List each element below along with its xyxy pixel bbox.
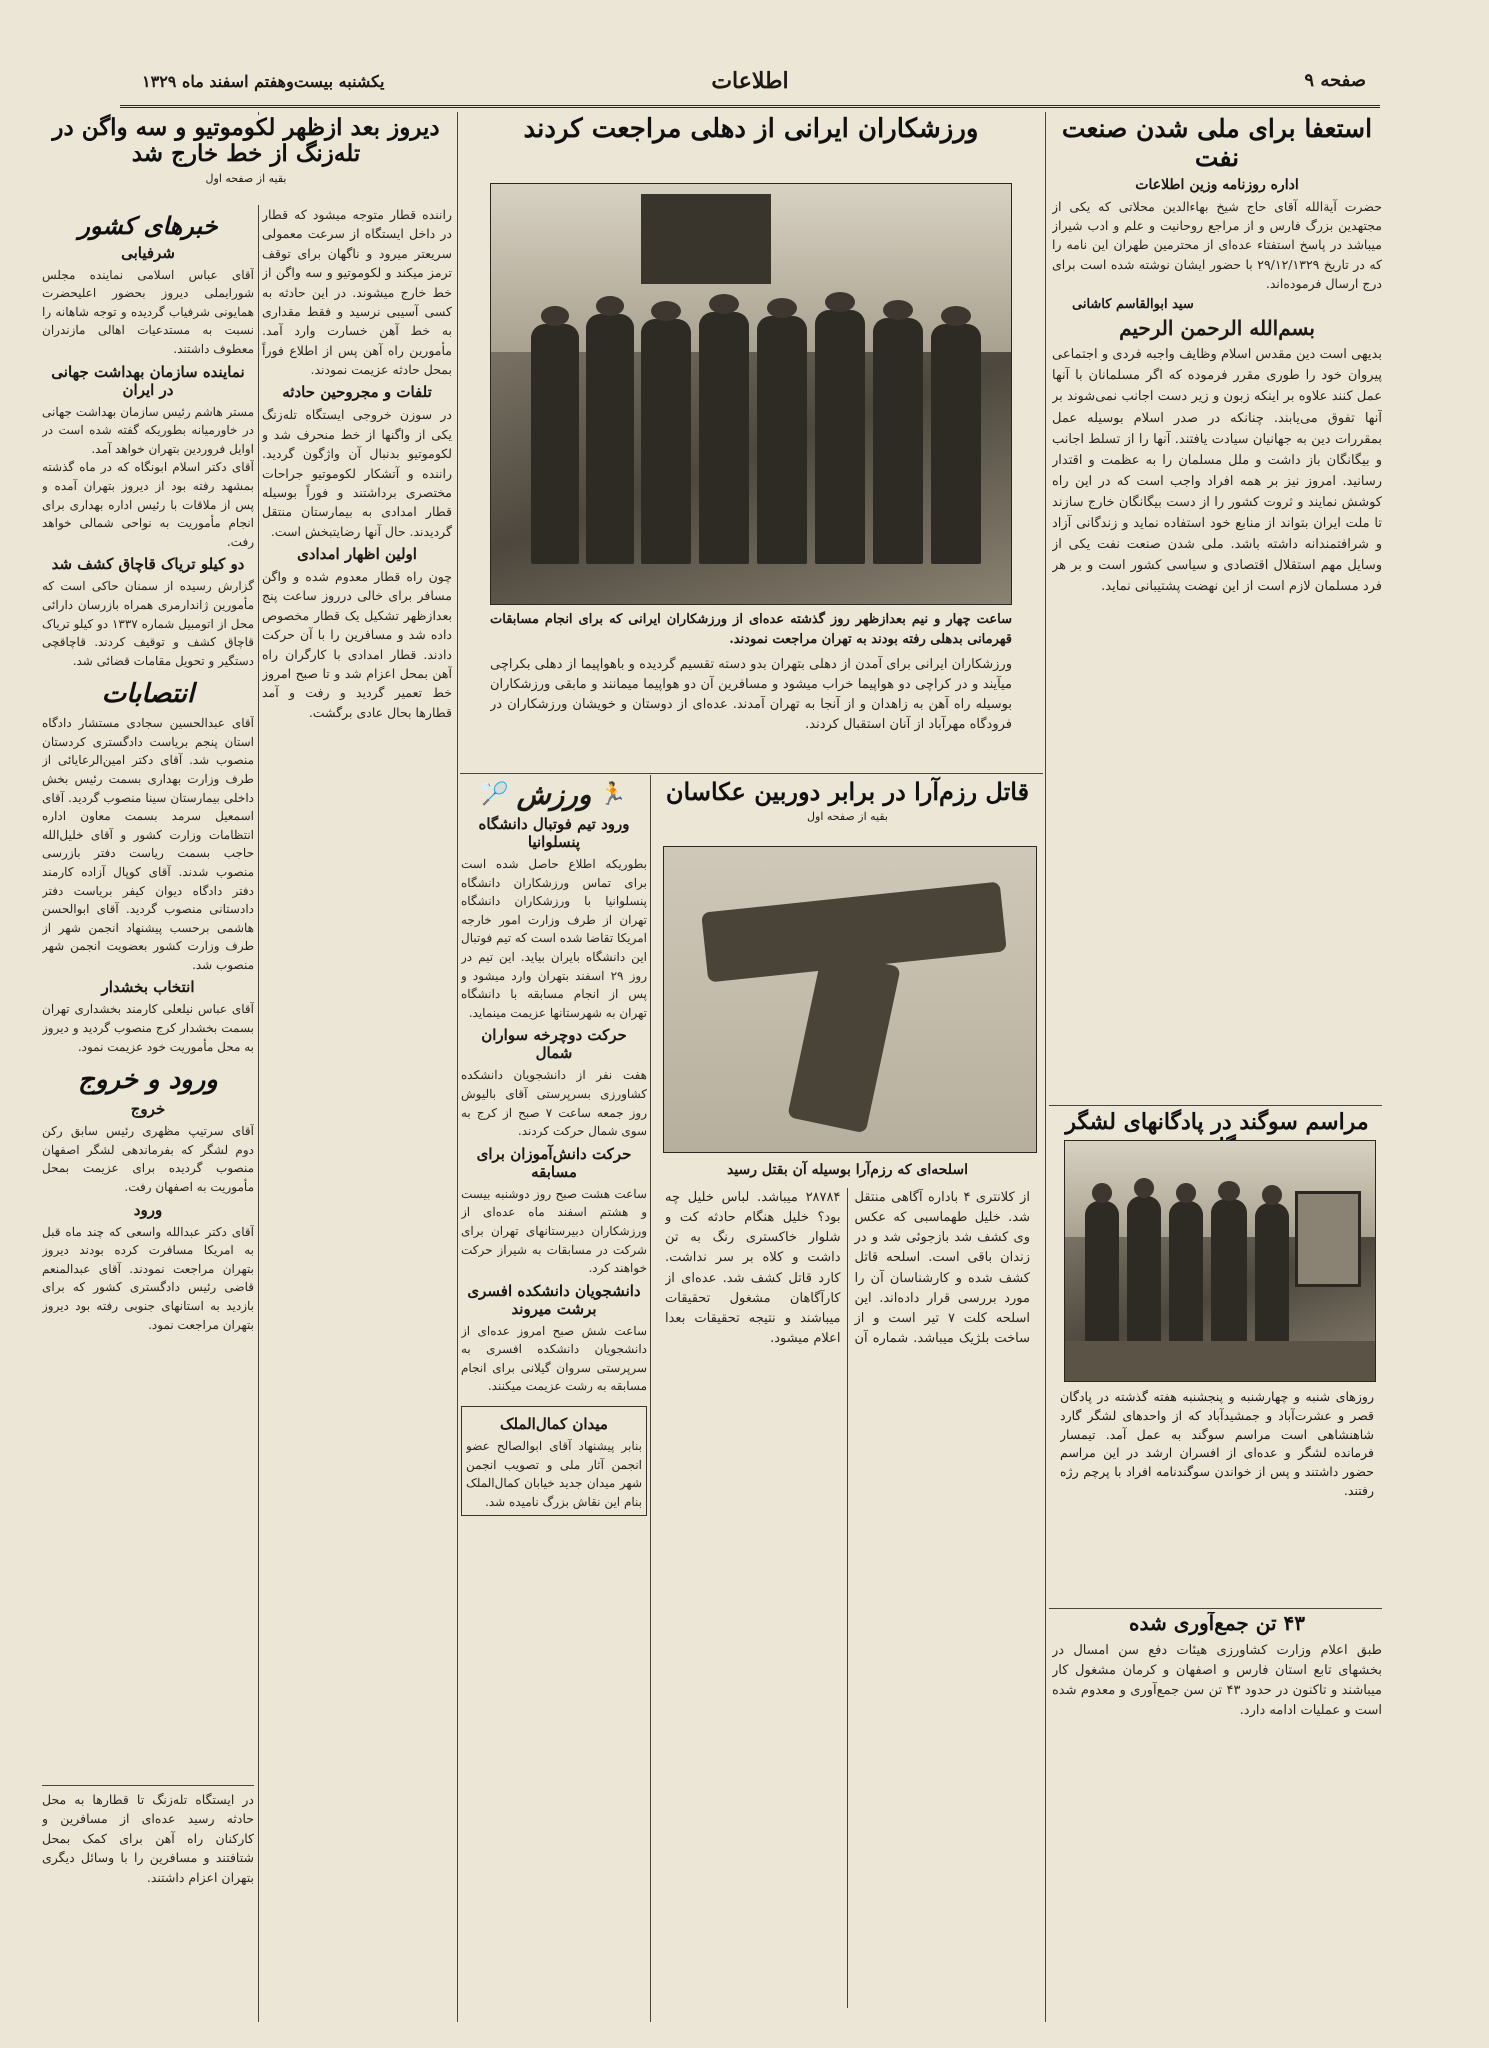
column-divider — [457, 112, 458, 2022]
article-athletes-return — [462, 115, 1040, 775]
article-body: بدیهی است دین مقدس اسلام وظایف واجبه فردی و اجتماعی پیروان خود را طوری مقرر فرموده که اگر مسلمانان با آنها عمل کنند علاوه بر اینکه زبون و زیر دست اجانب نمی‌شوند بر آنها تفوق می‌یابند. چنانکه در صدر اسلام بوسیله عمل بمقررات دین به جهانیان سیادت یافتند. آنها را از تسلط اجانب و بیگانگان باز داشت و ملل مسلمان را به عظمت و اقتدار رسانید. امروز نیز بر همه افراد واجب است که در این راه کوشش نمایند و ثروت کشور را از دست بیگانگان خارج سازند تا ملت ایران بتواند از منابع خود استفاده نماید و زندگانی آزاد و شرافتمندانه داشته باشد. ملی شدن صنعت نفت یکی از وسایل مهم استقلال اقتصادی و سیاسی کشور است و بر هر فرد مسلمان لازم است از این نهضت پشتیبانی نماید. — [1052, 347, 1382, 594]
article-headline: ورزشکاران ایرانی از دهلی مراجعت کردند — [523, 114, 979, 144]
article-intro: حضرت آیة‌الله آقای حاج شیخ بهاءالدین محلاتی که یکی از مجتهدین بزرگ فارس و از مراجع روحانیت و علم و ادب شیراز میباشد در پاسخ استفتاء عده‌ای از محترمین طهران این نامه را که در تاریخ ۲۹/۱۲/۱۳۲۹ با حضور ایشان نوشته شده است برای درج ارسال فرموده‌اند. — [1052, 198, 1382, 291]
paper-name: اطلاعات — [711, 68, 789, 94]
domestic-news — [42, 212, 254, 1782]
article-razmara-assassin — [655, 778, 1040, 2018]
racket-icon: 🏸 — [481, 782, 509, 807]
news-body: آقای عباس اسلامی نماینده مجلس شورایملی دیروز بحضور اعلیحضرت همایونی شرفیاب گردیده و توجه شاهانه را نسبت به مستدعیات اهالی مازندران معطوف داشتند. — [42, 267, 254, 356]
article-body: چون راه قطار معدوم شده و واگن مسافر برای خالی درروز ساعت پنج بعدازظهر تشکیل یک قطار مخصوص داده شد و مسافرین را با آن حرکت دادند. قطار امدادی با کارگران راه آهن بمحل اعزام شد و تا صبح امروز خط تعمیر گردید و رفت و آمد قطارها بحال عادی برگشت. — [262, 569, 452, 720]
athletes-photo — [490, 183, 1012, 605]
article-headline: دیروز بعد ازظهر لکوموتیو و سه واگن در تله‌زنگ از خط خارج شد — [52, 114, 440, 168]
sports-body: ساعت شش صبح امروز عده‌ای از دانشجویان دانشکده افسری به سرپرستی سروان گیلانی برای انجام مسابقه به رشت عزیمت میکنند. — [461, 1323, 647, 1394]
article-guard-oath — [1052, 1110, 1382, 1610]
masthead — [120, 64, 1380, 108]
bismillah: بسم‌الله الرحمن الرحیم — [1119, 316, 1315, 341]
guard-ceremony-photo — [1064, 1140, 1376, 1382]
pistol-photo — [663, 846, 1037, 1153]
article-subhead: تلفات و مجروحین حادثه — [282, 383, 432, 402]
section-title: خبرهای کشور — [78, 212, 218, 240]
article-body: در سوزن خروجی ایستگاه تله‌زنگ یکی از واگنها از خط منحرف شد و لکوموتیو بدنبال آن واژگون گردید. راننده و آتشکار لکوموتیو جراحات مختصری برداشتند و فوراً بوسیله قطار امدادی به بیمارستان منتقل گردیدند. حال آنها رضایتبخش است. — [262, 407, 452, 539]
news-body: گزارش رسیده از سمنان حاکی است که مأمورین ژاندارمری همراه بازرسان دارائی محل از اتومبیل شماره ۱۳۳۷ دو کیلو تریاک قاچاق کشف و توقیف کردند. قاچاقچی دستگیر و تحویل مقامات قضائی شد. — [42, 579, 254, 668]
photo-caption: روزهای شنبه و چهارشنبه و پنجشنبه هفته گذشته در پادگان قصر و عشرت‌آباد و جمشیدآباد که از واحدهای لشگر گارد شاهنشاهی است مراسم سوگند به عمل آمد. تیمسار فرمانده لشگر و عده‌ای از افسران ارشد در این مراسم حضور داشتند و پس از خواندن سوگندنامه افراد با پرچم رژه رفتند. — [1060, 1389, 1374, 1498]
article-headline: قاتل رزم‌آرا در برابر دوربین عکاسان — [665, 777, 1030, 806]
photo-caption: اسلحه‌ای که رزم‌آرا بوسیله آن بقتل رسید — [726, 1162, 969, 1178]
page-number: صفحه ۹ — [1304, 70, 1366, 91]
news-subhead: خروج — [130, 1100, 166, 1119]
sports-headline: دانشجویان دانشکده افسری برشت میروند — [467, 1281, 641, 1318]
sports-body: بطوریکه اطلاع حاصل شده است برای تماس ورزشکاران دانشگاه پنسلوانیا با ورزشکاران دانشگاه تهران از طرف وزارت امور خارجه امریکا تقاضا شده است که تیم فوتبال این دانشگاه بایران بیاید. این تیم در روز ۲۹ اسفند بتهران وارد میشود و پس از انجام مسابقه با دانشگاه تهران به شهرستانها عزیمت مینماید. — [461, 857, 647, 1020]
divider — [1049, 1608, 1382, 1609]
park-body: بنابر پیشنهاد آقای ابوالصالح عضو انجمن آثار ملی و تصویب انجمن شهر میدان جدید خیابان کمال‌الملک بنام این نقاش بزرگ نامیده شد. — [466, 1439, 642, 1509]
article-headline: استعفا برای ملی شدن صنعت نفت — [1061, 115, 1373, 172]
news-subhead: انتخاب بخشدار — [101, 978, 195, 997]
news-body: آقای عباس نیلعلی کارمند بخشداری تهران بسمت بخشدار کرج منصوب گردید و دیروز به محل مأموریت خود عزیمت نمود. — [42, 1002, 254, 1054]
sports-body: ساعت هشت صبح روز دوشنبه بیست و هشتم اسفند ماه عده‌ای از ورزشکاران دبیرستانهای تهران برای شرکت در مسابقات به شیراز حرکت خواهند کرد. — [461, 1186, 647, 1276]
divider — [1049, 1105, 1382, 1106]
sports-headline: حرکت دانش‌آموزان برای مسابقه — [476, 1144, 632, 1181]
sports-header — [461, 778, 647, 811]
sports-section — [461, 778, 647, 2018]
news-body: آقای دکتر عبدالله واسعی که چند ماه قبل به امریکا مسافرت کرده بودند دیروز بتهران مراجعت نمودند. آقای عبدالمنعم قاضی رئیس دادگستری کشور که برای بازدید به استانهای جنوبی رفته بود دیروز بتهران مراجعت نمود. — [42, 1224, 254, 1332]
news-subhead: دو کیلو تریاک قاچاق کشف شد — [51, 555, 245, 574]
news-subhead: ورود — [133, 1200, 163, 1219]
photo-caption: ساعت چهار و نیم بعدازظهر روز گذشته عده‌ای از ورزشکاران ایرانی که برای انجام مسابقات قهرمانی بدهلی رفته بودند به تهران مراجعت نمودند. — [490, 612, 1012, 647]
train-continued — [42, 1790, 254, 2015]
park-headline: میدان کمال‌الملک — [500, 1415, 608, 1434]
divider — [460, 773, 1043, 774]
article-headline: مراسم سوگند در پادگانهای لشگر — [1065, 1109, 1369, 1135]
sports-headline: حرکت دوچرخه سواران شمال — [481, 1026, 627, 1063]
article-headline: ۴۳ تن جمع‌آوری شده — [1129, 1612, 1305, 1635]
train-headline-block — [40, 115, 452, 205]
section-title: ورود و خروج — [78, 1065, 218, 1096]
runner-icon: 🏃 — [599, 782, 627, 807]
section-title: انتصابات — [101, 679, 195, 710]
article-body: از کلانتری ۴ باداره آگاهی منتقل شد. خلیل طهماسبی که عکس وی کشف شد بازجوئی شد و در زندان باقی است. اسلحه قاتل کشف شده و کارشناسان آن را مورد بررسی قرار داده‌اند. این اسلحه کلت ۷ تیر است و از ساخت بلژیک میباشد. شماره آن ۲۸۷۸۴ میباشد. لباس خلیل چه بود؟ خلیل هنگام حادثه کت و شلوار خاکستری رنگ به تن داشت و کلاه بر سر نداشت. کارد قاتل کشف شد. عده‌ای از کارآگاهان مشغول تحقیقات میباشند و نتیجه تحقیقات بعدا اعلام میشود. — [665, 1190, 1030, 1346]
news-subhead: نماینده سازمان بهداشت جهانی در ایران — [51, 362, 245, 399]
article-body: راننده قطار متوجه میشود که قطار در داخل ایستگاه از سرعت معمولی سریعتر میرود و ناگهان برای توقف ترمز میکند و لکوموتیو و سه واگن از خط خارج میشوند. در این حادثه به کسی آسیبی نرسید و فقط مقداری به خط آهن خسارت وارد آمد. مأمورین راه آهن پس از اطلاع فوراً بمحل حادثه عزیمت نمودند. — [262, 207, 452, 377]
sports-headline: ورود تیم فوتبال دانشگاه پنسلوانیا — [478, 815, 630, 851]
sports-body: هفت نفر از دانشجویان دانشکده کشاورزی بسرپرستی آقای بالیوش روز جمعه ساعت ۷ صبح از کرج به سوی شمال حرکت کردند. — [461, 1068, 647, 1139]
news-body: مستر هاشم رئیس سازمان بهداشت جهانی در خاورمیانه بطوریکه گفته شده است در اوایل فروردین بتهران خواهد آمد. — [42, 404, 254, 456]
article-subhead: اداره روزنامه وزین اطلاعات — [1135, 176, 1299, 193]
article-train-derail — [262, 115, 452, 2015]
news-body: در ایستگاه تله‌زنگ تا قطارها به محل حادثه رسید عده‌ای از مسافرین و کارکنان راه آهن برای کمک بمحل شتافتند و مسافرین را با وسائل دیگری بتهران اعزام داشتند. — [42, 1792, 254, 1885]
column-divider — [650, 775, 651, 2022]
news-body: آقای عبدالحسین سجادی مستشار دادگاه استان پنجم بریاست دادگستری کردستان منصوب شد. آقای دکتر امین‌الرعایائی از طرف وزارت بهداری بسمت رئیس بخش داخلی بیمارستان سینا منصوب گردید. آقای اسمعیل سرمد بسمت معاون اداره انتظامات وزارت کشور و آقای خلیل‌الله حاجب بسمت ریاست دفتر بازرسی منصوب شدند. آقای کوپال آزاده کارمند دفتر دادگاه دیوان کیفر بریاست دفتر دادستانی منصوب گردید. آقای ابوالحسن هاشمی برحسب پیشنهاد انجمن شهر از طرف وزارت کشور بعضویت انجمن شهر منصوب شد. — [42, 716, 254, 972]
article-body: طبق اعلام وزارت کشاورزی هیئات دفع سن امسال در بخشهای تابع استان فارس و اصفهان و کرمان مشغول کار میباشند و تاکنون در حدود ۴۳ تن سن جمع‌آوری و معدوم شده است و عملیات ادامه دارد. — [1052, 1643, 1382, 1719]
news-subhead: شرفیابی — [121, 243, 175, 262]
park-box — [461, 1406, 647, 1516]
article-body: ورزشکاران ایرانی برای آمدن از دهلی بتهران بدو دسته تقسیم گردیده و باهواپیما از دهلی بکراچی میآیند و در کراچی دو هواپیما خراب میشود و مسافرین آن دو هواپیما میمانند و مابقی ورزشکاران بوسیله راه آهن به زاهدان و از آنجا به تهران آمدند. عده‌ای از دوستان و خویشان ورزشکاران در فرودگاه مهرآباد از آنان استقبال کردند. — [490, 657, 1012, 733]
column-divider — [258, 112, 259, 2022]
continued-note: بقیه از صفحه اول — [205, 171, 287, 185]
divider — [42, 1785, 254, 1786]
news-body: آقای دکتر اسلام ابونگاه که در ماه گذشته بمشهد رفته بود از دیروز بتهران آمده و پس از ملاقات با رئیس اداره بهداری برای انجام مأموریت به نواحی شمالی خواهد رفت. — [42, 460, 254, 549]
issue-date: یکشنبه بیست‌وهفتم اسفند ماه ۱۳۲۹ — [142, 72, 385, 91]
article-subhead: اولین اظهار امدادی — [297, 545, 417, 563]
continued-note: بقیه از صفحه اول — [807, 809, 888, 823]
section-title: ورزش — [516, 778, 592, 811]
signature: سید ابوالقاسم کاشانی — [1072, 297, 1194, 313]
article-pests — [1052, 1612, 1382, 2012]
news-body: آقای سرتیپ مظهری رئیس سابق رکن دوم لشگر که بفرماندهی لشگر اصفهان منصوب گردیده برای عزیمت بمحل مأموریت به اصفهان رفت. — [42, 1124, 254, 1194]
column-divider — [1045, 112, 1046, 2022]
article-oil-nationalization — [1052, 115, 1382, 1165]
flag-icon — [641, 194, 771, 284]
